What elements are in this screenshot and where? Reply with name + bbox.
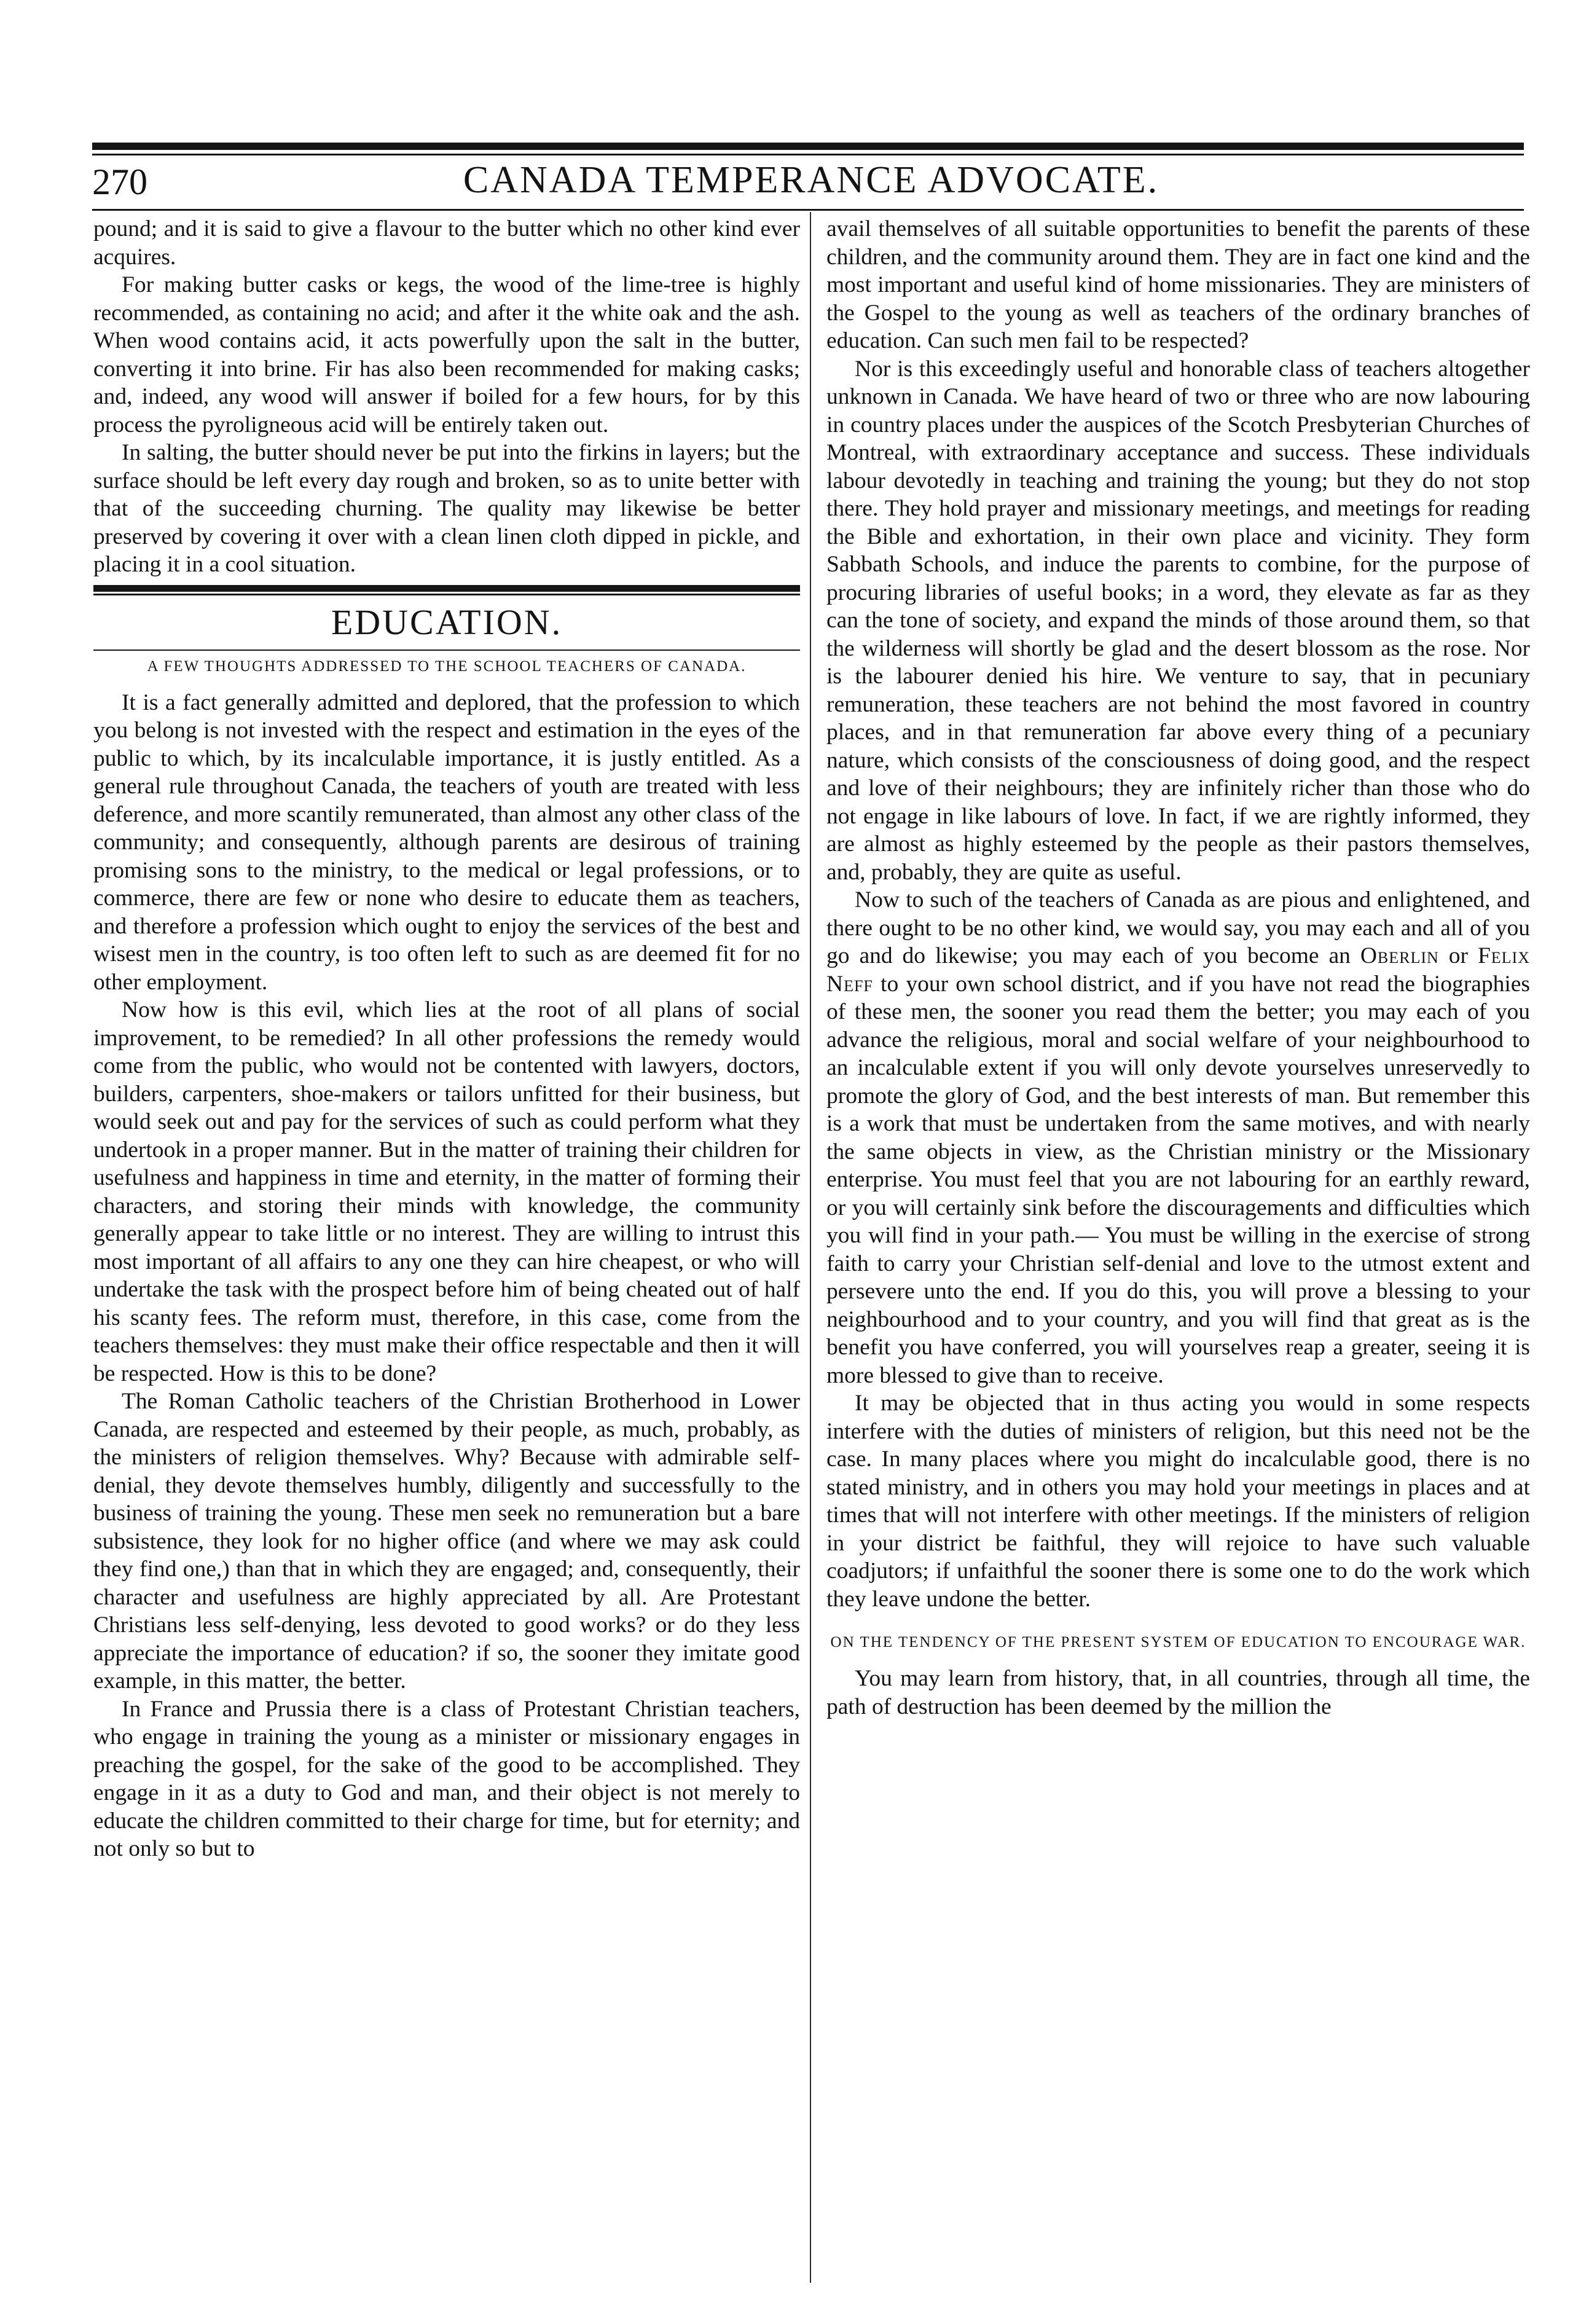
right-column	[826, 215, 1530, 1721]
paragraph: You may learn from history, that, in all countries, through all time, the path of destruction has been deemed by the million the	[826, 1666, 1530, 1719]
paragraph	[826, 886, 1530, 1389]
section-title: EDUCATION.	[93, 602, 800, 651]
left-column	[93, 215, 800, 1863]
page-number: 270	[92, 162, 147, 202]
section-rule-thick	[93, 585, 800, 592]
header-rule-bottom	[92, 209, 1524, 211]
text-run: Now to such of the teachers of Canada as are pious and enlightened, and there ought to be no other kind, we would say, you may each and all of you go and do likewise; you may each of you become an	[826, 887, 1530, 968]
paragraph: In France and Prussia there is a class of Protestant Christian teachers, who engage in training the young as a minister or missionary engages in preaching the gospel, for the sake of the good to be accomplished. They engage in it as a duty to God and man, and their object is not merely to educate the children committed to their charge for time, but for eternity; and not only so but to	[93, 1696, 800, 1861]
section-rule-thin	[93, 594, 800, 595]
text-run: or	[1438, 943, 1478, 968]
paragraph: For making butter casks or kegs, the wood of the lime-tree is highly recommended, as containing no acid; and after it the white oak and the ash. When wood contains acid, it acts powerfully upon the salt in the butter, converting it into brine. Fir has also been recommended for making casks; and, indeed, any wood will answer if boiled for a few hours, for by this process the pyroligneous acid will be entirely taken out.	[93, 272, 800, 438]
paragraph: Nor is this exceedingly useful and honorable class of teachers altogether unknown in Canada. We have heard of two or three who are now labouring in country places under the auspices of the Scotch Presbyterian Churches of Montreal, with extraordinary acceptance and success. These individuals labour devotedly in teaching and training the young; but they do not stop there. They hold prayer and missionary meetings, and meetings for reading the Bible and exhortation, in their own place and vicinity. They form Sabbath Schools, and induce the parents to combine, for the purpose of procuring libraries of useful books; in a word, they elevate as far as they can the tone of society, and expand the minds of those around them, so that the wilderness will shortly be glad and the desert blossom as the rose. Nor is the labourer denied his hire. We venture to say, that in pecuniary remuneration, these teachers are not behind the most favored in country places, and in that remuneration far above every thing of a pecuniary nature, which consists of the consciousness of doing good, and the respect and love of their neighbours; they are infinitely richer than those who do not engage in like labours of love. In fact, if we are rightly informed, they are almost as highly esteemed by the people as their pastors themselves, and, probably, they are quite as useful.	[826, 356, 1530, 885]
text-run: to your own school district, and if you have not read the biographies of these men, the sooner you read them the better; you may each of you advance the religious, moral and social welfare of your neighbourhood to an incalculable extent if you will only devote yourselves unreservedly to promote the glory of God, and the best interests of man. But remember this is a work that must be undertaken from the same motives, and with nearly the same objects in view, as the Christian ministry or the Missionary enterprise. You must feel that you are not labouring for an earthly reward, or you will certainly sink before the discouragements and difficulties which you will find in your path.— You must be willing in the exercise of strong faith to carry your Christian self-denial and love to the utmost extent and persevere unto the end. If you do this, you will prove a blessing to your neighbourhood and to your country, and you will find that great as is the benefit you have conferred, you will yourselves reap a greater, seeing it is more blessed to give than to receive.	[826, 971, 1530, 1388]
paragraph: It may be objected that in thus acting you would in some respects interfere with the duties of ministers of religion, but this need not be the case. In many places where you might do incalculable good, there is no stated ministry, and in others you may hold your meetings in places and at times that will not interfere with other meetings. If the ministers of religion in your district be faithful, they will rejoice to have such valuable coadjutors; if unfaithful the sooner there is some one to do the work which they leave undone the better.	[826, 1391, 1530, 1612]
paragraph: The Roman Catholic teachers of the Christian Brotherhood in Lower Canada, are respected and esteemed by their people, as much, probably, as the ministers of religion themselves. Why? Because with admirable self-denial, they devote themselves humbly, diligently and successfully to the business of training the young. These men seek no remuneration but a bare subsistence, they look for no higher office (and where we may ask could they find one,) than that in which they are engaged; and, consequently, their character and usefulness are highly appreciated by all. Are Protestant Christians less self-denying, less devoted to good works? or do they less appreciate the importance of education? if so, the sooner they imitate good example, in this matter, the better.	[93, 1389, 800, 1694]
column-divider	[810, 212, 811, 2283]
paragraph: In salting, the butter should never be put into the firkins in layers; but the surface should be left every day rough and broken, so as to unite better with that of the succeeding churning. The quality may likewise be better preserved by covering it over with a clean linen cloth dipped in pickle, and placing it in a cool situation.	[93, 440, 800, 577]
name-oberlin: Oberlin	[1360, 943, 1439, 968]
running-title: CANADA TEMPERANCE ADVOCATE.	[463, 159, 1159, 201]
paragraph: avail themselves of all suitable opportunities to benefit the parents of these children, and the community around them. They are in fact one kind and the most important and useful kind of home missionaries. They are ministers of the Gospel to the young as well as teachers of the ordinary branches of education. Can such men fail to be respected?	[826, 216, 1530, 353]
name-felix-neff: Felix Neff	[826, 943, 1530, 997]
article-heading: A FEW THOUGHTS ADDRESSED TO THE SCHOOL TEACHERS OF CANADA.	[147, 658, 747, 675]
paragraph: It is a fact generally admitted and deplored, that the profession to which you belong is not invested with the respect and estimation in the eyes of the public to which, by its incalculable importance, it is justly entitled. As a general rule throughout Canada, the teachers of youth are treated with less deference, and more scantily remunerated, than almost any other class of the community; and consequently, although parents are desirous of training promising sons to the ministry, to the medical or legal professions, or to commerce, there are few or none who desire to educate them as teachers, and therefore a profession which ought to enjoy the services of the best and wisest men in the country, is too often left to such as are deemed fit for no other employment.	[93, 689, 800, 995]
paragraph: Now how is this evil, which lies at the root of all plans of social improvement, to be remedied? In all other professions the remedy would come from the public, who would not be contented with lawyers, doctors, builders, carpenters, shoe-makers or tailors unfitted for their business, but would seek out and pay for the services of such as could perform what they undertook in a proper manner. But in the matter of training their children for usefulness and happiness in time and eternity, in the matter of forming their characters, and storing their minds with knowledge, the community generally appear to take little or no interest. They are willing to intrust this most important of all affairs to any one they can hire cheapest, or who will undertake the task with the prospect before him of being cheated out of half his scanty fees. The reform must, therefore, in this case, come from the teachers themselves: they must make their office respectable and then it will be respected. How is this to be done?	[93, 997, 800, 1386]
header-rule-thin	[92, 154, 1524, 155]
paragraph: pound; and it is said to give a flavour to the butter which no other kind ever acquires.	[93, 216, 800, 270]
article-heading: ON THE TENDENCY OF THE PRESENT SYSTEM OF EDUCATION TO ENCOURAGE WAR.	[830, 1634, 1526, 1651]
header-rule-thick	[92, 143, 1524, 150]
